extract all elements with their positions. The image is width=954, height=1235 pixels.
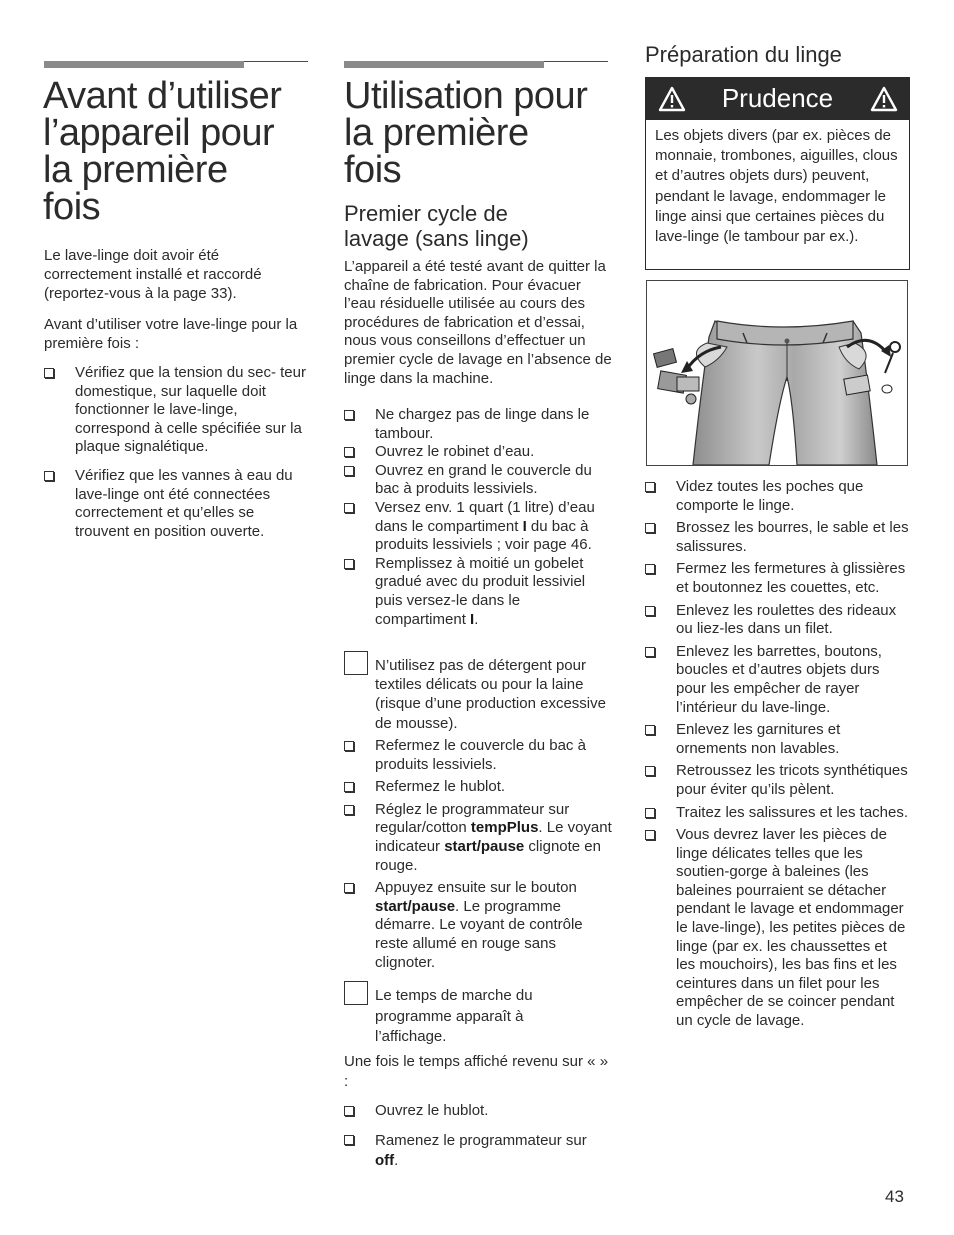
col2-after-note: Une fois le temps affiché revenu sur « » :: [344, 1053, 609, 1090]
col1-para-before-use: Avant d’utiliser votre lave-linge pour la première fois :: [44, 316, 298, 352]
pockets-illustration: [646, 280, 908, 466]
list-item: Vérifiez que la tension du sec- teur domestique, sur laquelle doit fonctionner le lave-linge, correspond à celle spécifiée sur la plaque signalétique.: [44, 364, 312, 457]
checkbox-icon: [344, 410, 354, 420]
col2-subtitle: [344, 201, 609, 251]
checkbox-icon: [344, 503, 354, 513]
col2-title: [344, 75, 614, 191]
list-item: Réglez le programmateur sur regular/cotton tempPlus. Le voyant indicateur start/pause clignote en rouge.: [344, 801, 612, 875]
page-number: 43: [885, 1187, 904, 1206]
checkbox-icon: [44, 368, 54, 378]
checkbox-icon: [344, 741, 354, 751]
list-item: Ouvrez le hublot.: [344, 1102, 612, 1121]
checkbox-icon: [645, 766, 655, 776]
checkbox-icon: [344, 782, 354, 792]
col2-note-time: Le temps de marche du programme apparaît à l’affichage.: [375, 987, 533, 1045]
col2-title-line: Utilisation pour: [344, 75, 588, 117]
checkbox-icon: [645, 647, 655, 657]
col2-subtitle-line: lavage (sans linge): [344, 226, 529, 251]
checkbox-icon: [344, 805, 354, 815]
list-item: Enlevez les barrettes, boutons, boucles et d’autres objets durs pour les empêcher de rayer l’intérieur du lave-linge.: [645, 643, 910, 717]
checkbox-icon: [645, 482, 655, 492]
checkbox-icon: [645, 606, 655, 616]
list-item: Ouvrez en grand le couvercle du bac à produits lessiviels.: [344, 462, 612, 499]
list-item: Versez env. 1 quart (1 litre) d’eau dans le compartiment I du bac à produits lessiviels ; voir page 46.: [344, 499, 612, 555]
checkbox-icon: [645, 830, 655, 840]
list-item: Appuyez ensuite sur le bouton start/pause. Le programme démarre. Le voyant de contrôle reste allumé en rouge sans clignoter.: [344, 879, 612, 972]
list-item: Enlevez les roulettes des rideaux ou liez-les dans un filet.: [645, 602, 910, 639]
warning-icon: [870, 86, 898, 112]
col1-top-bar: [44, 61, 244, 68]
col1-title: [43, 75, 313, 228]
col3-heading: Préparation du linge: [645, 42, 842, 67]
note-icon: [344, 651, 368, 675]
checkbox-icon: [645, 564, 655, 574]
col1-title-line: l’appareil pour: [43, 112, 275, 154]
col2-checklist-a: [344, 406, 612, 629]
col2-checklist-b: [344, 737, 612, 972]
col2-top-bar: [344, 61, 544, 68]
checkbox-icon: [344, 559, 354, 569]
caution-text: Les objets divers (par ex. pièces de monnaie, trombones, aiguilles, clous et d’autres objets durs) peuvent, pendant le lavage, endommager le linge ainsi que certaines pièces du lave-linge (le tambour par ex.).: [655, 127, 898, 246]
col1-title-line: Avant d’utiliser: [43, 75, 282, 117]
checkbox-icon: [645, 725, 655, 735]
col2-note-detergent: N’utilisez pas de détergent pour textiles délicats ou pour la laine (risque d’une production excessive de mousse).: [375, 657, 606, 732]
col2-intro: L’appareil a été testé avant de quitter la chaîne de fabrication. Pour évacuer l’eau résiduelle utilisée au cours des procédures de fabrication et d’essai, nous vous conseillons d’effectuer un premier cycle de lavage en l’absence de linge dans la machine.: [344, 258, 612, 387]
list-item: Refermez le hublot.: [344, 778, 612, 797]
caution-header: [646, 78, 909, 120]
col2-title-line: fois: [344, 149, 402, 191]
list-item: Retroussez les tricots synthétiques pour éviter qu’ils pèlent.: [645, 762, 910, 799]
col1-title-line: la première: [43, 149, 228, 191]
checkbox-icon: [645, 523, 655, 533]
caution-box: [645, 77, 910, 270]
list-item: Ouvrez le robinet d’eau.: [344, 443, 612, 462]
checkbox-icon: [344, 883, 354, 893]
checkbox-icon: [344, 1106, 354, 1116]
col1-checklist: [44, 364, 312, 541]
list-item: Vous devrez laver les pièces de linge délicates telles que les soutien-gorge à baleines (les baleines pourraient se détacher pendant le lavage et endommager le lave-linge), les petites pièces de linge (par ex. les chaussettes et les mouchoirs), les bas fins et les ceintures dans un filet pour les empêcher de se coincer pendant un cycle de lavage.: [645, 826, 910, 1031]
list-item: Fermez les fermetures à glissières et boutonnez les couettes, etc.: [645, 560, 910, 597]
checkbox-icon: [344, 447, 354, 457]
note-icon: [344, 981, 368, 1005]
list-item: Vérifiez que les vannes à eau du lave-linge ont été connectées correctement et qu’elles se trouvent en position ouverte.: [44, 467, 312, 541]
list-item: Ne chargez pas de linge dans le tambour.: [344, 406, 612, 443]
checkbox-icon: [44, 471, 54, 481]
col2-subtitle-line: Premier cycle de: [344, 201, 508, 226]
caution-title: Prudence: [721, 83, 834, 113]
col1-title-line: fois: [43, 186, 101, 228]
col2-checklist-c: [344, 1102, 612, 1171]
col2-title-line: la première: [344, 112, 529, 154]
list-item: Enlevez les garnitures et ornements non lavables.: [645, 721, 910, 758]
trousers-pockets-image: [647, 281, 907, 465]
list-item: Remplissez à moitié un gobelet gradué avec du produit lessiviel puis versez-le dans le compartiment I.: [344, 555, 612, 629]
list-item: Ramenez le programmateur sur off.: [344, 1131, 612, 1171]
checkbox-icon: [645, 808, 655, 818]
checkbox-icon: [344, 1135, 354, 1145]
list-item: Refermez le couvercle du bac à produits lessiviels.: [344, 737, 612, 774]
checkbox-icon: [344, 466, 354, 476]
list-item: Traitez les salissures et les taches.: [645, 804, 910, 823]
list-item: Videz toutes les poches que comporte le linge.: [645, 478, 910, 515]
list-item: Brossez les bourres, le sable et les salissures.: [645, 519, 910, 556]
col3-checklist: [645, 478, 910, 1031]
col1-para-installation: Le lave-linge doit avoir été correctement installé et raccordé (reportez-vous à la page 33).: [44, 247, 262, 302]
